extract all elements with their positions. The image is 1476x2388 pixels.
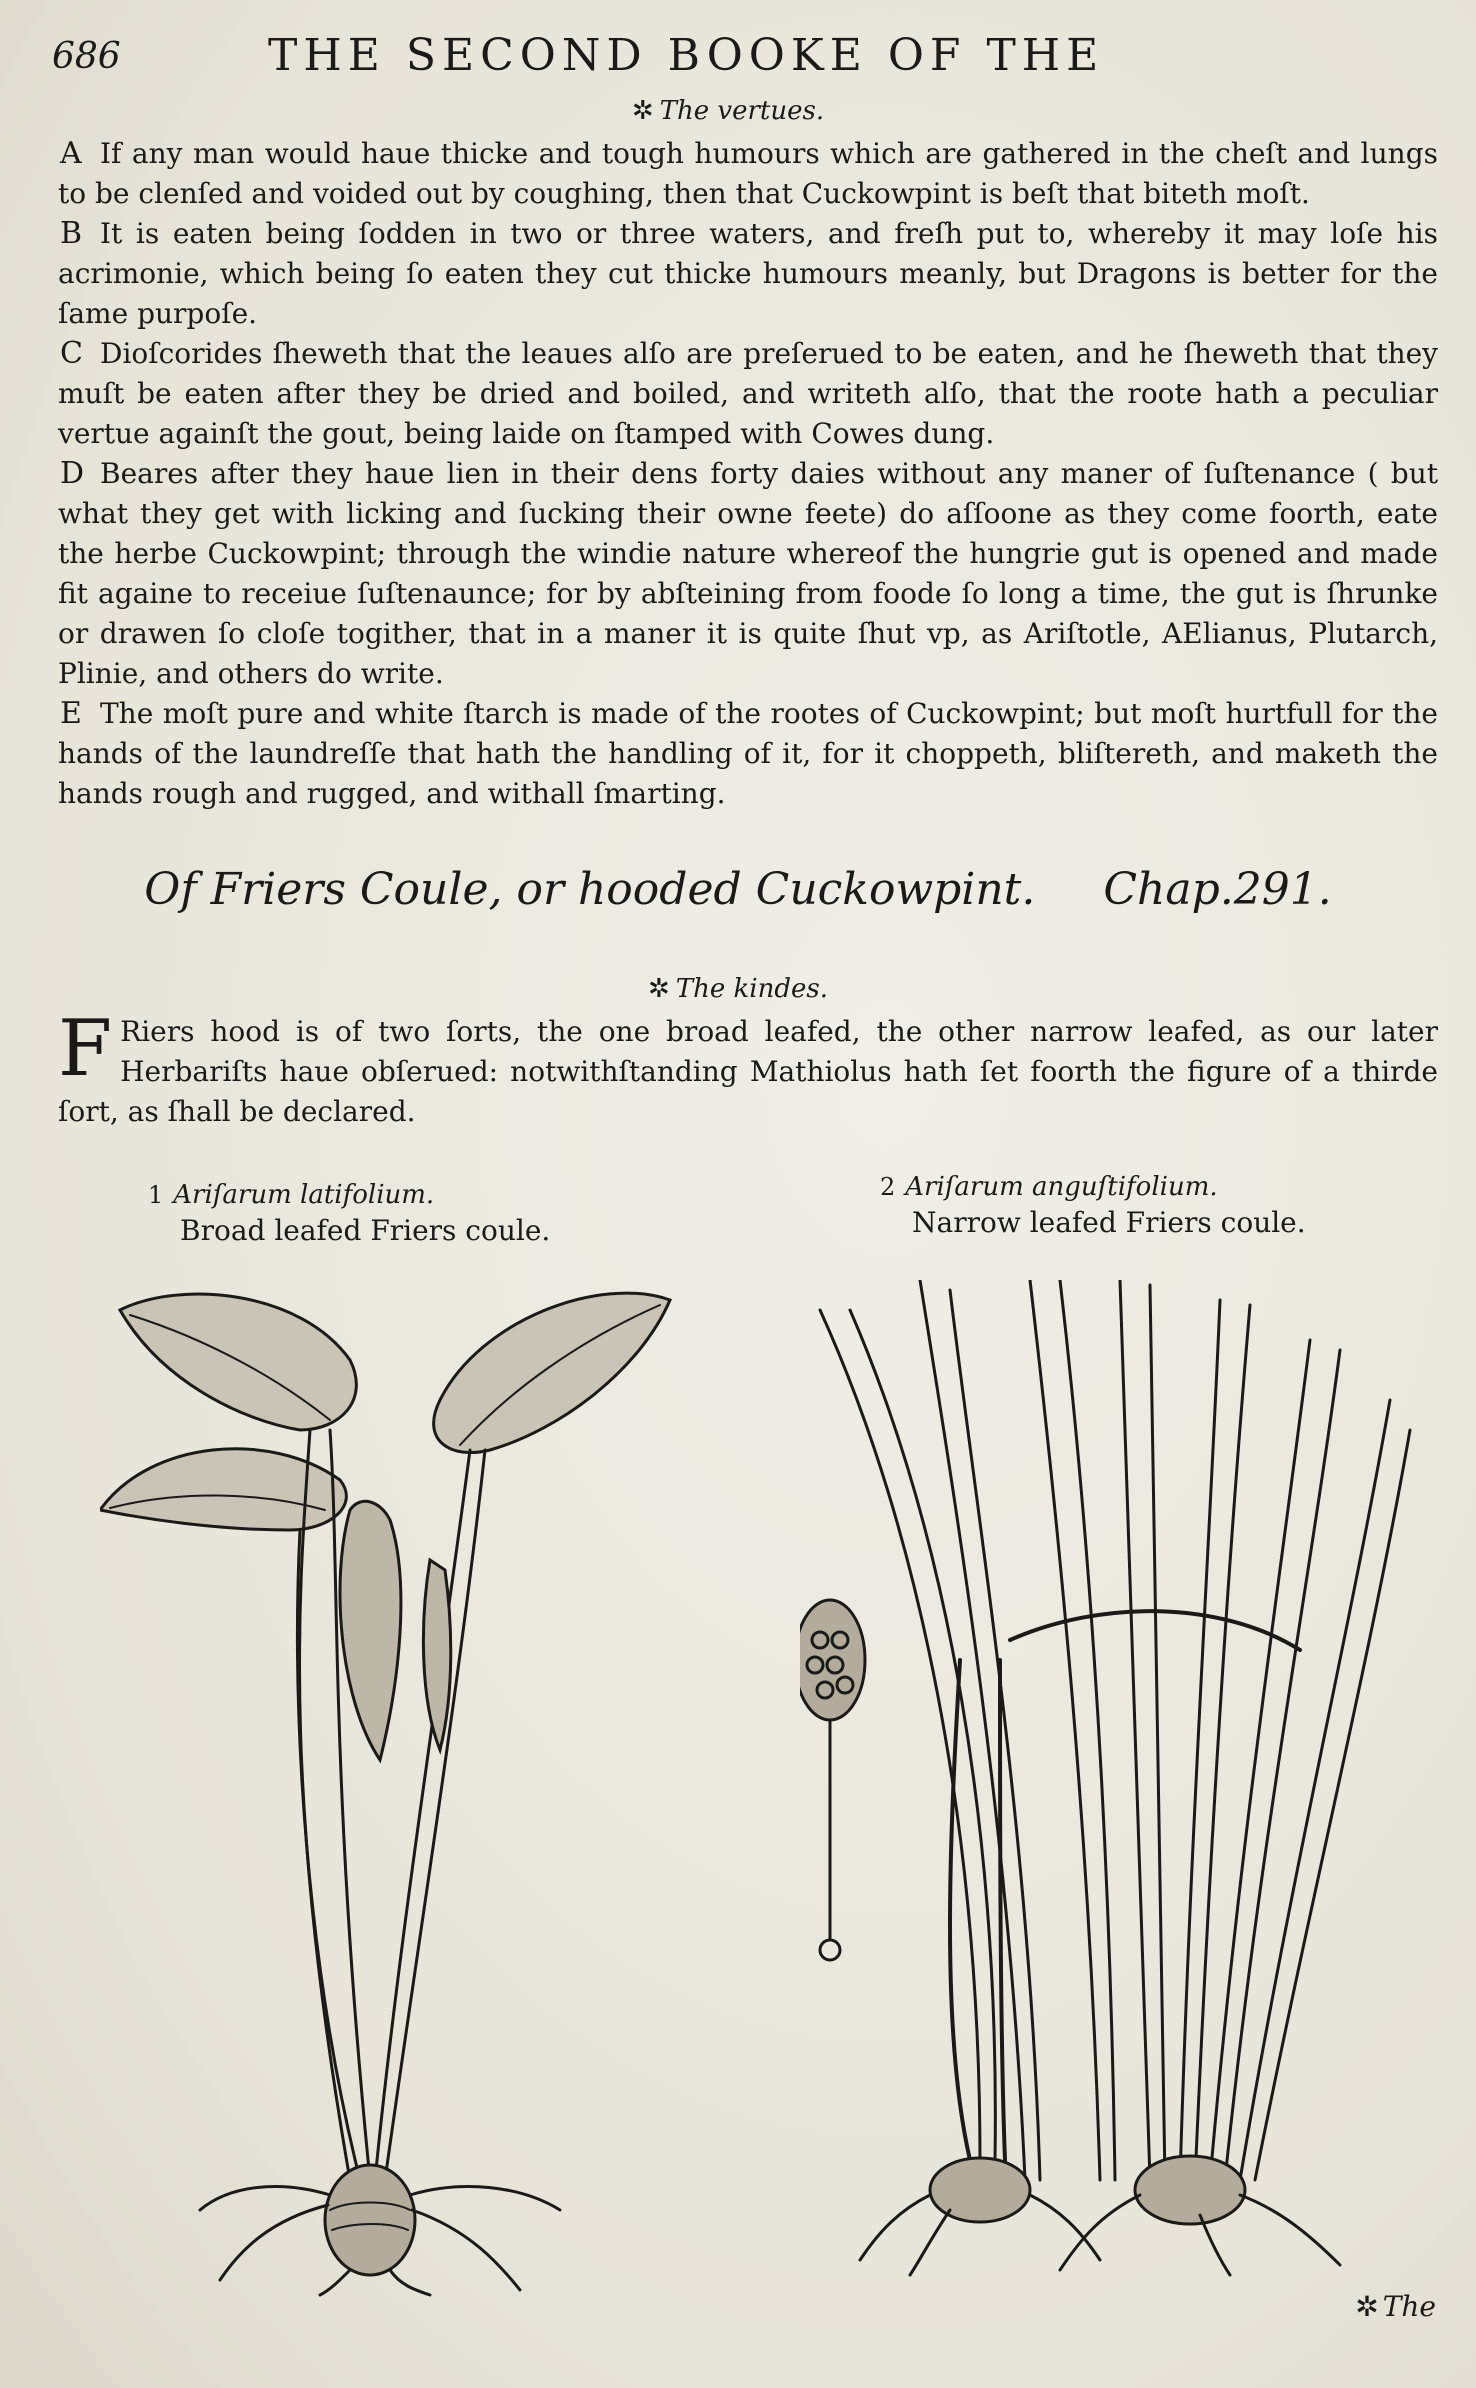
kindes-heading xyxy=(0,974,1476,1004)
catchword-text: The xyxy=(1382,2290,1436,2323)
figure-caption-1 xyxy=(148,1176,550,1249)
vertue-paragraph-d xyxy=(58,454,1438,694)
paragraph-marker: C xyxy=(60,336,83,371)
asterism-icon: ✲ xyxy=(631,96,654,126)
paragraph-text: Beares after they haue lien in their dens forty daies without any maner of ſuſtenance ( but what they get with licking and ſucking their owne feete) do aſſoone as they come foorth, eate the herbe Cuckowpint; through the windie nature whereof the hungrie gut is opened and made fit againe to receiue ſuſtenaunce; for by abſteining from foode ſo long a time, the gut is ſhrunke or drawen ſo cloſe togither, that in a maner it is quite ſhut vp, as Ariſtotle, AElianus, Plutarch, Plinie, and others do write. xyxy=(58,457,1438,690)
vertue-paragraph-b xyxy=(58,214,1438,334)
vertues-heading xyxy=(0,96,1466,126)
chapter-number: Chap.291. xyxy=(1103,864,1332,915)
drop-capital: F xyxy=(58,1004,113,1094)
figure-caption-2 xyxy=(880,1168,1306,1241)
intro-text: Riers hood is of two ſorts, the one broad leafed, the other narrow leafed, as our later Herbariſts haue obſerued: notwithſtanding Mathiolus hath ſet foorth the figure of a thirde ſort, as ſhall be declared. xyxy=(58,1015,1438,1128)
figure-latin-name: Ariſarum anguſtifolium. xyxy=(905,1172,1218,1202)
figure-number: 2 xyxy=(880,1173,896,1201)
paragraph-marker: A xyxy=(60,136,82,171)
narrow-leafed-friers-coule-woodcut xyxy=(800,1280,1420,2280)
running-title: THE SECOND BOOKE OF THE xyxy=(268,30,1105,81)
chapter-title xyxy=(0,864,1476,915)
vertue-paragraph-e xyxy=(58,694,1438,814)
vertue-paragraph-c xyxy=(58,334,1438,454)
page-number: 686 xyxy=(52,36,121,77)
paragraph-marker: B xyxy=(60,216,83,251)
figure-latin-name: Ariſarum latifolium. xyxy=(173,1180,435,1210)
figure-english-name: Narrow leafed Friers coule. xyxy=(912,1206,1306,1239)
chapter-intro xyxy=(58,1004,1438,1132)
figure-number: 1 xyxy=(148,1181,164,1209)
page-header xyxy=(0,28,1476,88)
asterism-icon: ✲ xyxy=(1355,2290,1379,2323)
catchword xyxy=(1355,2290,1436,2323)
chapter-title-text: Of Friers Coule, or hooded Cuckowpint. xyxy=(144,864,1036,915)
paragraph-text: It is eaten being ſodden in two or three waters, and freſh put to, whereby it may loſe his acrimonie, which being ſo eaten they cut thicke humours meanly, but Dragons is better for the ſame purpoſe. xyxy=(58,217,1438,330)
paragraph-text: Dioſcorides ſheweth that the leaues alſo are preſerued to be eaten, and he ſheweth that they muſt be eaten after they be dried and boiled, and writeth alſo, that the roote hath a peculiar vertue againſt the gout, being laide on ſtamped with Cowes dung. xyxy=(58,337,1438,450)
figure-english-name: Broad leafed Friers coule. xyxy=(180,1214,551,1247)
paragraph-text: The moſt pure and white ſtarch is made of the rootes of Cuckowpint; but moſt hurtfull for the hands of the laundreſſe that hath the handling of it, for it choppeth, bliſtereth, and maketh the hands rough and rugged, and withall ſmarting. xyxy=(58,697,1438,810)
kindes-heading-text: The kindes. xyxy=(675,974,828,1004)
asterism-icon: ✲ xyxy=(648,974,670,1004)
paragraph-text: If any man would haue thicke and tough humours which are gathered in the cheſt and lungs to be clenſed and voided out by coughing, then that Cuckowpint is beſt that biteth moſt. xyxy=(58,137,1438,210)
vertues-heading-text: The vertues. xyxy=(659,96,825,126)
paragraph-marker: E xyxy=(60,696,82,731)
broad-leafed-friers-coule-woodcut xyxy=(100,1280,700,2300)
paragraph-marker: D xyxy=(60,456,85,491)
vertue-paragraph-a xyxy=(58,134,1438,214)
